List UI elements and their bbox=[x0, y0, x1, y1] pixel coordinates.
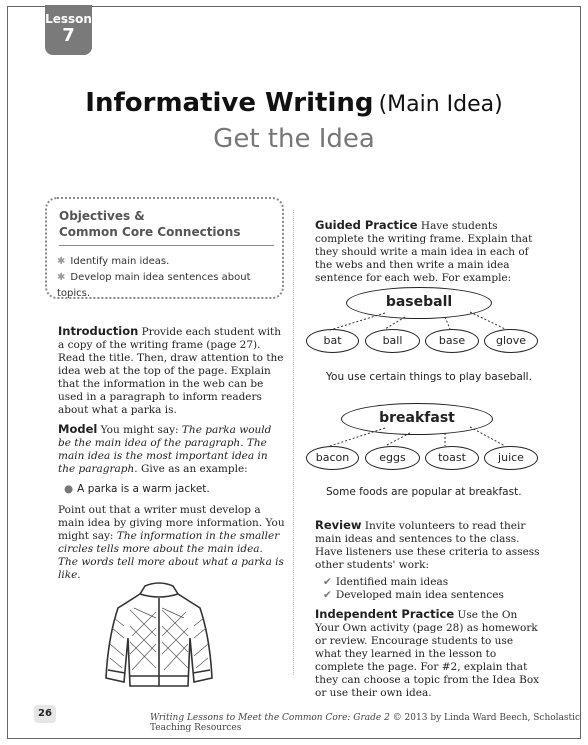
introduction-paragraph: Introduction Provide each student with a copy of the writing frame (page 27). Read the title. Then, draw attention to the idea web at the top of the page. Explain that the information in the web can be used in a paragraph to inform readers about what a parka is. bbox=[58, 324, 284, 416]
example-sentence: ● A parka is a warm jacket. bbox=[64, 483, 210, 495]
detail-oval: eggs bbox=[365, 446, 420, 470]
web-sentence: You use certain things to play baseball. bbox=[326, 371, 532, 383]
review-paragraph: Review Invite volunteers to read their main ideas and sentences to the class. Have listeners use these criteria to assess other students' work: bbox=[315, 518, 540, 571]
asterisk-icon: ✱ bbox=[57, 256, 66, 267]
title-sub: (Main Idea) bbox=[378, 92, 503, 117]
detail-oval: toast bbox=[425, 446, 479, 470]
detail-oval: bat bbox=[306, 329, 359, 353]
criteria-item: ✔ Identified main ideas bbox=[323, 576, 449, 588]
checkmark-icon: ✔ bbox=[323, 576, 332, 588]
objective-item: ✱ Develop main idea sentences about topics. bbox=[57, 272, 251, 299]
detail-oval: juice bbox=[484, 446, 538, 470]
title-main: Informative Writing bbox=[85, 88, 374, 118]
objectives-heading-line1: Objectives & bbox=[59, 209, 145, 223]
lesson-label: Lesson bbox=[45, 12, 92, 26]
criteria-item: ✔ Developed main idea sentences bbox=[323, 589, 504, 601]
detail-oval: ball bbox=[365, 329, 420, 353]
model-paragraph: Model You might say: The parka would be the main idea of the paragraph. The main idea is the most important idea in the paragraph. Give as an example: bbox=[58, 422, 272, 475]
main-idea-oval: baseball bbox=[346, 287, 492, 319]
checkmark-icon: ✔ bbox=[323, 589, 332, 601]
detail-oval: glove bbox=[484, 329, 538, 353]
guided-practice-paragraph: Guided Practice Have students complete the writing frame. Explain that they should write a main idea in each of the webs and then write a main idea sentence for each web. For example: bbox=[315, 218, 533, 284]
criteria-list bbox=[323, 576, 540, 602]
objective-item: ✱ Identify main ideas. bbox=[57, 256, 170, 267]
objectives-heading-line2: Common Core Connections bbox=[59, 225, 241, 239]
footer-credit: Writing Lessons to Meet the Common Core: Grade 2 © 2013 by Linda Ward Beech, Scholastic Teaching Resources bbox=[150, 713, 581, 733]
point-out-paragraph: Point out that a writer must develop a main idea by giving more information. You might say: The information in the smaller circles tells more about the main idea. The words tell more about what a parka is like. bbox=[58, 504, 285, 581]
page-subtitle: Get the Idea bbox=[213, 124, 375, 154]
lesson-number: 7 bbox=[62, 25, 75, 46]
independent-practice-paragraph: Independent Practice Use the On Your Own activity (page 28) as homework or review. Encourage students to use what they learned in the lesson to complete the page. For #2, explain that they can choose a topic from the Idea Box or use their own idea. bbox=[315, 607, 540, 699]
bullet-icon: ● bbox=[64, 483, 74, 495]
detail-oval: bacon bbox=[306, 446, 359, 470]
asterisk-icon: ✱ bbox=[57, 272, 66, 283]
main-idea-oval: breakfast bbox=[341, 403, 493, 435]
detail-oval: base bbox=[425, 329, 479, 353]
page-number: 26 bbox=[34, 705, 56, 723]
review-section bbox=[315, 519, 540, 700]
web-sentence: Some foods are popular at breakfast. bbox=[326, 486, 522, 498]
